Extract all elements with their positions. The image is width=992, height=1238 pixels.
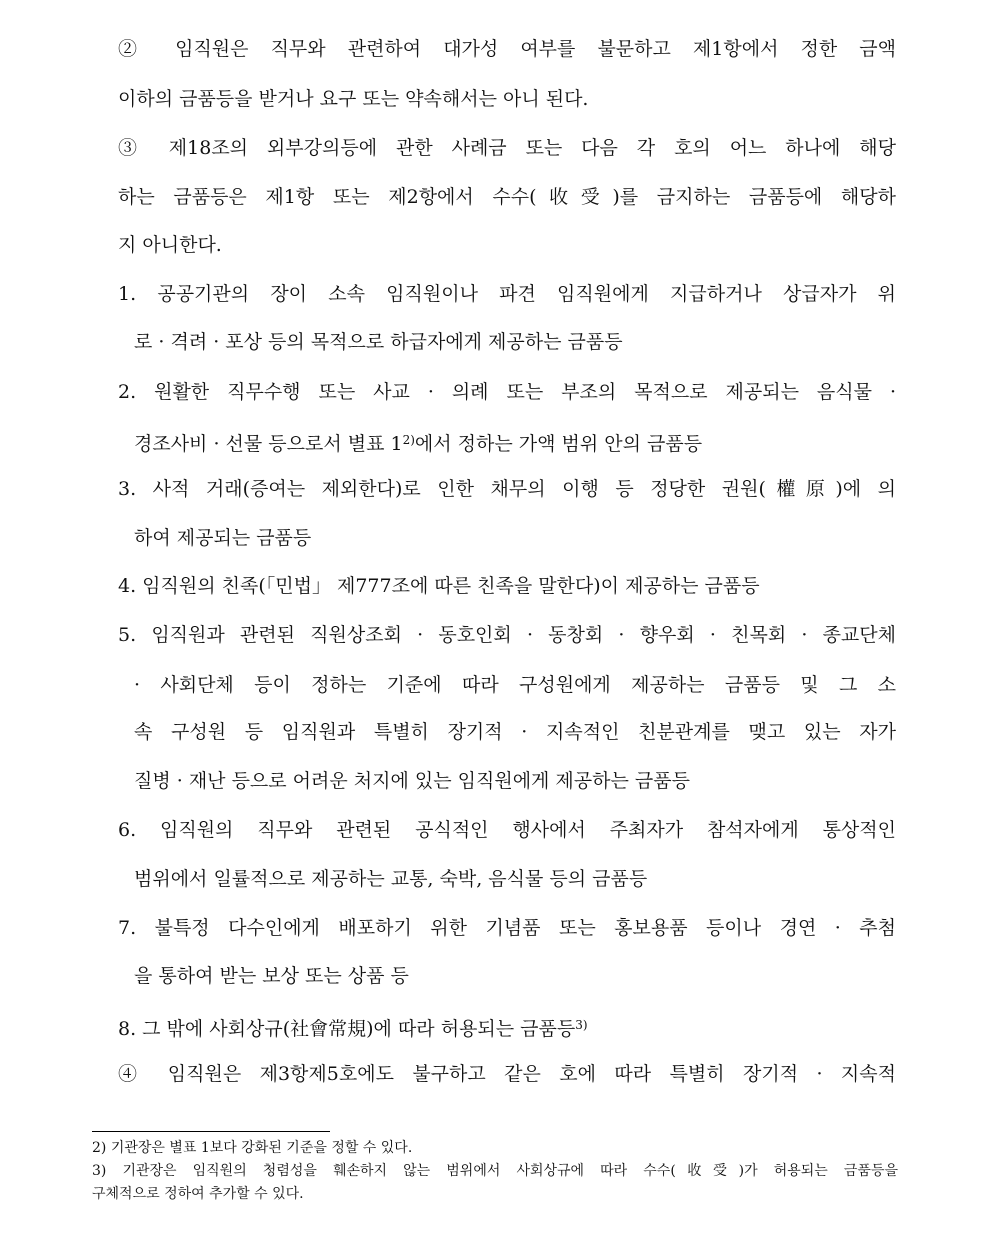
item-1-line-1: 1. 공공기관의 장이 소속 임직원이나 파견 임직원에게 지급하거나 상급자가 위 <box>118 283 896 305</box>
item-5-line-2: · 사회단체 등이 정하는 기준에 따라 구성원에게 제공하는 금품등 및 그 소 <box>134 674 896 696</box>
item-2-line-2-text-a: 경조사비 · 선물 등으로서 별표 1 <box>134 433 403 455</box>
item-3-line-2: 하여 제공되는 금품등 <box>134 527 312 549</box>
item-4-line-1: 4. 임직원의 친족(「민법」 제777조에 따른 친족을 말한다)이 제공하는 금품등 <box>118 575 760 597</box>
footnote-2: 2) 기관장은 별표 1보다 강화된 기준을 정할 수 있다. <box>92 1140 413 1156</box>
item-2-line-1: 2. 원활한 직무수행 또는 사교 · 의례 또는 부조의 목적으로 제공되는 음식물 · <box>118 381 896 403</box>
item-2-line-2-text-b: 에서 정하는 가액 범위 안의 금품등 <box>414 433 703 455</box>
item-6-line-2: 범위에서 일률적으로 제공하는 교통, 숙박, 음식물 등의 금품등 <box>134 868 648 890</box>
footnote-divider <box>92 1131 330 1132</box>
footnote-ref-2: 2) <box>402 433 415 447</box>
paragraph-2-line-1: ② 임직원은 직무와 관련하여 대가성 여부를 불문하고 제1항에서 정한 금액 <box>118 38 896 60</box>
item-7-line-1: 7. 불특정 다수인에게 배포하기 위한 기념품 또는 홍보용품 등이나 경연 · 추첨 <box>118 917 896 939</box>
paragraph-2-line-2: 이하의 금품등을 받거나 요구 또는 약속해서는 아니 된다. <box>118 88 589 110</box>
footnote-ref-3: 3) <box>575 1018 588 1032</box>
footnote-3-line-1: 3) 기관장은 임직원의 청렴성을 훼손하지 않는 범위에서 사회상규에 따라 수수(收受)가 허용되는 금품등을 <box>92 1163 898 1179</box>
footnote-3-line-2: 구체적으로 정하여 추가할 수 있다. <box>92 1186 304 1202</box>
paragraph-4-line-1: ④ 임직원은 제3항제5호에도 불구하고 같은 호에 따라 특별히 장기적 · 지속적 <box>118 1063 896 1085</box>
paragraph-3-line-2: 하는 금품등은 제1항 또는 제2항에서 수수(收受)를 금지하는 금품등에 해당하 <box>118 186 896 208</box>
item-2-line-2 <box>134 425 896 459</box>
item-6-line-1: 6. 임직원의 직무와 관련된 공식적인 행사에서 주최자가 참석자에게 통상적인 <box>118 819 896 841</box>
item-5-line-4: 질병 · 재난 등으로 어려운 처지에 있는 임직원에게 제공하는 금품등 <box>134 770 690 792</box>
item-8-line-1-text: 8. 그 밖에 사회상규(社會常規)에 따라 허용되는 금품등 <box>118 1018 576 1040</box>
item-5-line-1: 5. 임직원과 관련된 직원상조회 · 동호인회 · 동창회 · 향우회 · 친목회 · 종교단체 <box>118 624 896 646</box>
paragraph-3-line-3: 지 아니한다. <box>118 234 222 256</box>
item-7-line-2: 을 통하여 받는 보상 또는 상품 등 <box>134 965 409 987</box>
item-1-line-2: 로 · 격려 · 포상 등의 목적으로 하급자에게 제공하는 금품등 <box>134 331 623 353</box>
paragraph-3-line-1: ③ 제18조의 외부강의등에 관한 사례금 또는 다음 각 호의 어느 하나에 해당 <box>118 137 896 159</box>
item-3-line-1: 3. 사적 거래(증여는 제외한다)로 인한 채무의 이행 등 정당한 권원(權原)에 의 <box>118 478 896 500</box>
item-8-line-1 <box>118 1010 896 1044</box>
item-5-line-3: 속 구성원 등 임직원과 특별히 장기적 · 지속적인 친분관계를 맺고 있는 자가 <box>134 721 896 743</box>
